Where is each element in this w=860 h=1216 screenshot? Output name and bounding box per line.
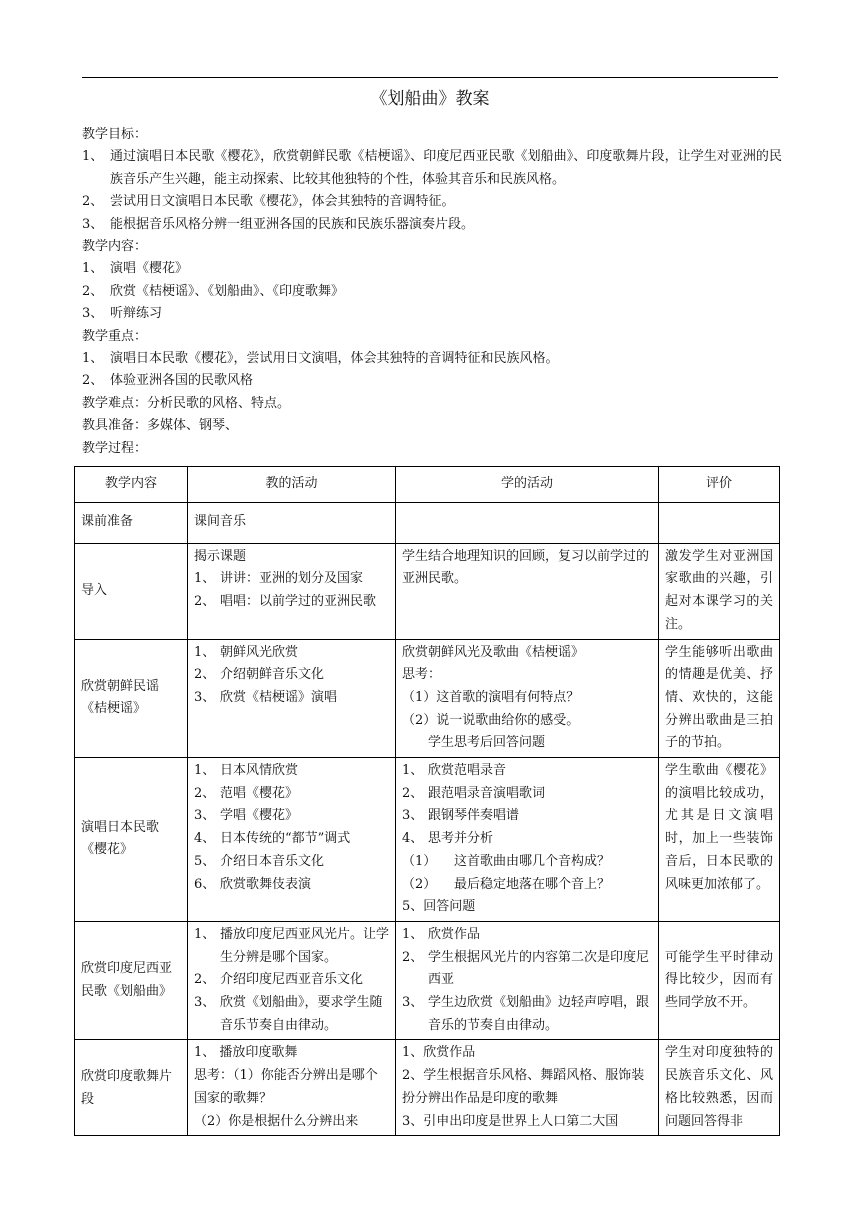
content-item: 1、 演唱《樱花》: [82, 261, 189, 277]
content-item: 2、 欣赏《桔梗谣》、《划船曲》、《印度歌舞》: [82, 283, 345, 299]
teach-cell: 揭示课题 1、 讲讲：亚洲的划分及国家 2、 唱唱：以前学过的亚洲民歌: [188, 543, 396, 639]
row-label: 课前准备: [75, 502, 188, 543]
table-row: [75, 543, 780, 639]
goal-item: 3、 能根据音乐风格分辨一组亚洲各国的民族和民族乐器演奏片段。: [82, 216, 475, 232]
header-eval: 评价: [659, 467, 780, 503]
page-title: 《划船曲》教案: [370, 89, 490, 109]
process-heading: 教学过程：: [82, 440, 148, 456]
table-row: [75, 639, 780, 758]
content-heading: 教学内容：: [82, 239, 148, 255]
header-teach: 教的活动: [188, 467, 396, 503]
learn-cell: 1、 欣赏作品 2、 学生根据风光片的内容第二次是印度尼西亚 3、 学生边欣赏《划船曲》边轻声哼唱，跟音乐的节奏自由律动。: [396, 921, 659, 1040]
key-item: 1、 演唱日本民歌《樱花》，尝试用日文演唱，体会其独特的音调特征和民族风格。: [82, 351, 559, 367]
learn-cell: 学生结合地理知识的回顾，复习以前学过的亚洲民歌。: [396, 543, 659, 639]
table-row: [75, 921, 780, 1040]
difficulty-line: 教学难点：分析民歌的风格、特点。: [82, 395, 291, 411]
header-content: 教学内容: [75, 467, 188, 503]
learn-cell: 1、欣赏作品 2、学生根据音乐风格、舞蹈风格、服饰装扮分辨出作品是印度的歌舞 3、引申出印度是世界上人口第二大国: [396, 1040, 659, 1136]
row-label: 欣赏印度尼西亚民歌《划船曲》: [75, 921, 188, 1040]
header-learn: 学的活动: [396, 467, 659, 503]
teach-cell: 课间音乐: [188, 502, 396, 543]
key-heading: 教学重点：: [82, 328, 148, 344]
content-item: 3、 听辩练习: [82, 306, 163, 322]
row-label: 导入: [75, 543, 188, 639]
eval-cell: [659, 502, 780, 543]
tools-line: 教具准备：多媒体、钢琴、: [82, 418, 239, 434]
teach-cell: 1、 朝鲜风光欣赏 2、 介绍朝鲜音乐文化 3、 欣赏《桔梗谣》演唱: [188, 639, 396, 758]
goals-heading: 教学目标：: [82, 127, 148, 142]
table-header-row: [75, 467, 780, 503]
teach-cell: 1、 播放印度歌舞 思考：（1）你能否分辨出是哪个国家的歌舞？ （2）你是根据什么分辨出来: [188, 1040, 396, 1136]
eval-cell: 激发学生对亚洲国家歌曲的兴趣，引起对本课学习的关注。: [659, 543, 780, 639]
table-row: [75, 758, 780, 922]
goal-item: 1、 通过演唱日本民歌《樱花》，欣赏朝鲜民歌《桔梗谣》、印度尼西亚民歌《划船曲》、印度歌舞片段，让学生对亚洲的民族音乐产生兴趣，能主动探索、比较其他独特的个性，体验其音乐和民族风格。: [82, 149, 782, 187]
header-rule: [82, 77, 778, 78]
learn-cell: 1、 欣赏范唱录音 2、 跟范唱录音演唱歌词 3、 跟钢琴伴奏唱谱 4、 思考并分析 （1） 这首歌曲由哪几个音构成？ （2） 最后稳定地落在哪个音上？ 5、回答问题: [396, 758, 659, 922]
table-row: [75, 1040, 780, 1136]
learn-cell: 欣赏朝鲜风光及歌曲《桔梗谣》 思考： （1）这首歌的演唱有何特点？ （2）说一说歌曲给你的感受。 学生思考后回答问题: [396, 639, 659, 758]
document-body: [82, 124, 782, 460]
key-item: 2、 体验亚洲各国的民歌风格: [82, 373, 254, 389]
table-row: [75, 502, 780, 543]
row-label: 欣赏印度歌舞片段: [75, 1040, 188, 1136]
learn-cell: [396, 502, 659, 543]
row-label: 演唱日本民歌《樱花》: [75, 758, 188, 922]
teach-cell: 1、 日本风情欣赏 2、 范唱《樱花》 3、 学唱《樱花》 4、 日本传统的“都节”调式 5、 介绍日本音乐文化 6、 欣赏歌舞伎表演: [188, 758, 396, 922]
eval-cell: 可能学生平时律动得比较少，因而有些同学放不开。: [659, 921, 780, 1040]
eval-cell: 学生能够听出歌曲的情趣是优美、抒情、欢快的，这能分辨出歌曲是三拍子的节拍。: [659, 639, 780, 758]
goal-item: 2、 尝试用日文演唱日本民歌《樱花》，体会其独特的音调特征。: [82, 194, 455, 210]
eval-cell: 学生对印度独特的民族音乐文化、风格比较熟悉，因而问题回答得非: [659, 1040, 780, 1136]
teach-cell: 1、 播放印度尼西亚风光片。让学生分辨是哪个国家。 2、 介绍印度尼西亚音乐文化 3、 欣赏《划船曲》，要求学生随音乐节奏自由律动。: [188, 921, 396, 1040]
process-table: [74, 466, 780, 1136]
row-label: 欣赏朝鲜民谣《桔梗谣》: [75, 639, 188, 758]
eval-cell: 学生歌曲《樱花》的演唱比较成功，尤其是日文演唱时，加上一些装饰音后，日本民歌的风味更加浓郁了。: [659, 758, 780, 922]
